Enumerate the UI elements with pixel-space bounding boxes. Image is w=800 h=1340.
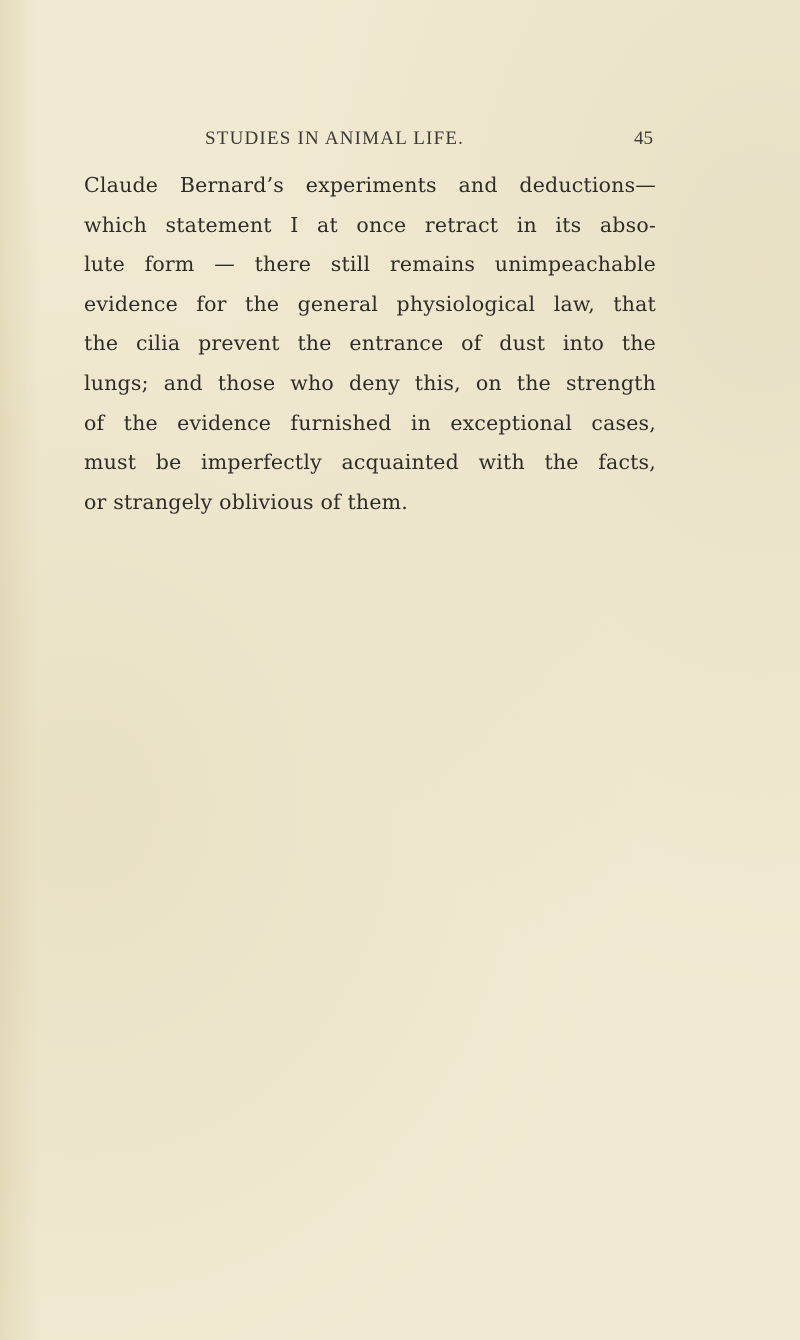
text-line: lute form — there still remains unimpeachable — [84, 252, 656, 277]
running-head — [205, 128, 653, 156]
text-line: of the evidence furnished in exceptional cases, — [84, 410, 656, 435]
text-line: which statement I at once retract in its abso- — [84, 212, 656, 237]
text-line: Claude Bernard’s experiments and deductions— — [84, 173, 656, 197]
running-title: STUDIES IN ANIMAL LIFE. — [205, 128, 465, 149]
page-number: 45 — [634, 128, 653, 149]
text-line: must be imperfectly acquainted with the facts, — [84, 450, 656, 475]
text-line: lungs; and those who deny this, on the strength — [84, 370, 656, 395]
body-paragraph — [84, 166, 656, 522]
text-line: evidence for the general physiological law, that — [84, 291, 656, 316]
text-line: the cilia prevent the entrance of dust into the — [84, 331, 656, 356]
text-line: or strangely oblivious of them. — [84, 489, 409, 514]
